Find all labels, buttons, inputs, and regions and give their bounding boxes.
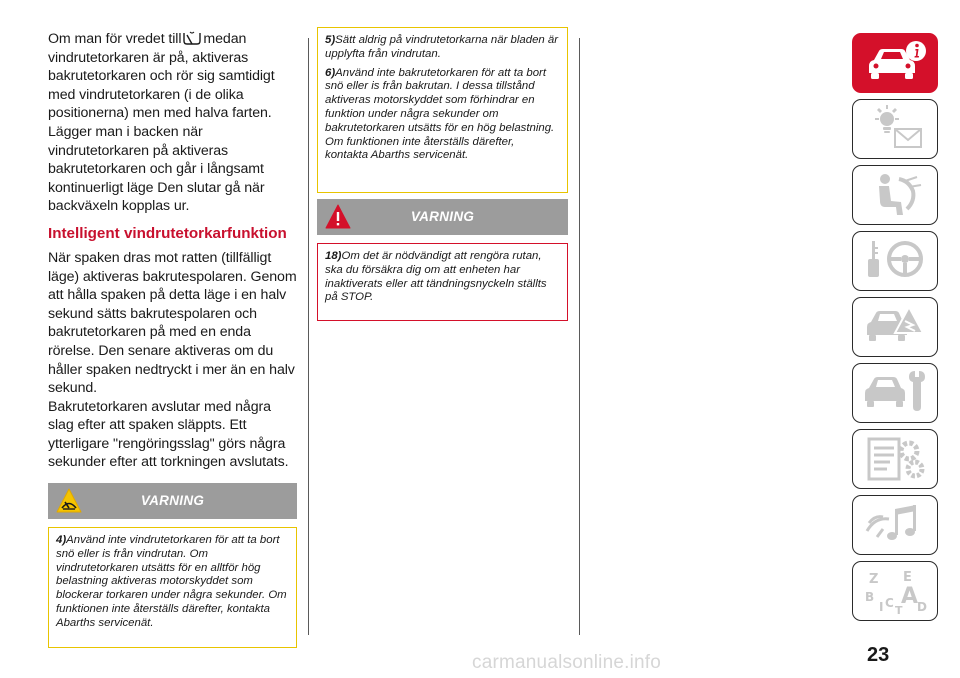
note-number: 4)	[56, 534, 67, 546]
tab-safety[interactable]	[852, 165, 938, 225]
seat-airbag-icon	[863, 171, 929, 219]
tab-index[interactable]	[852, 561, 938, 621]
svg-text:Z: Z	[869, 572, 879, 587]
note-6: 6)Använd inte bakrutetorkaren för att ta bort snö eller is från bakrutan. I dessa tillstånd aktiveras motorskyddet som förhindrar en funktion under några sekunder om bakrutetorkaren utsätts för en hög belastning. Om funktionen inte återställs därefter, kontakta Abarths servicenät.	[325, 66, 555, 162]
note-number: 18)	[325, 250, 342, 262]
watermark: carmanualsonline.info	[472, 652, 662, 673]
tab-technical-specifications[interactable]	[852, 429, 938, 489]
tab-multimedia[interactable]	[852, 495, 938, 555]
paragraph-rear-wiper: Om man för vredet till medan vindrutetorkaren är på, aktiveras bakrutetorkaren och rör sig samtidigt med vindrutetorkaren (i de olika positionerna) men med halva farten. Lägger man i backen när vindrutetorkaren på aktiveras bakrutetorkaren och går i långsamt kontinuerligt läge Den slutar gå när backväxeln kopplas ur.	[48, 31, 275, 215]
tab-in-an-emergency[interactable]	[852, 297, 938, 357]
warning-header-middle	[317, 199, 568, 235]
note-18: 18)Om det är nödvändigt att rengöra rutan, ska du försäkra dig om att enheten har inaktiverats eller att tändningsnyckeln ställts på STOP.	[325, 250, 547, 304]
car-info-icon	[863, 39, 929, 87]
tab-starting-driving[interactable]	[852, 231, 938, 291]
warning-title: VARNING	[410, 209, 475, 224]
svg-text:E: E	[903, 570, 912, 585]
warning-lights-icon	[863, 105, 929, 153]
alphabetical-index-icon	[863, 567, 929, 615]
rear-wiper-symbol-icon	[182, 31, 202, 46]
specifications-gears-icon	[863, 435, 929, 483]
car-wrench-icon	[863, 369, 929, 417]
multimedia-music-icon	[863, 501, 929, 549]
warning-title: VARNING	[140, 493, 205, 508]
car-crash-icon	[863, 303, 929, 351]
paragraph-rear-washer: När spaken dras mot ratten (tillfälligt läge) aktiveras bakrutespolaren. Genom att hålla spaken på detta läge i en halv sekund sätts bakrutespolaren och bakrutetorkaren på med en enda rörelse. Den senare aktiveras om du håller spaken nedtryckt i mer än en halv sekund.	[48, 249, 297, 397]
column-divider	[308, 38, 309, 635]
note-box-4	[48, 527, 297, 648]
section-heading: Intelligent vindrutetorkarfunktion	[48, 224, 287, 242]
note-5: 5)Sätt aldrig på vindrutetorkarna när bladen är upplyfta från vindrutan.	[325, 34, 559, 60]
page-number: 23	[867, 644, 890, 666]
note-number: 6)	[325, 66, 336, 79]
svg-text:I: I	[879, 600, 884, 614]
tab-servicing-maintenance[interactable]	[852, 363, 938, 423]
svg-text:D: D	[917, 600, 927, 614]
note-box-18	[317, 243, 568, 321]
column-divider	[579, 38, 580, 635]
note-4: 4)Använd inte vindrutetorkaren för att ta bort snö eller is från vindrutan. Om vindrutetorkaren utsätts för en alltför hög belastning aktiveras motorskyddet som blockerar torkaren under några sekunder. Om funktionen inte återställs därefter, kontakta Abarths servicenät.	[56, 534, 287, 629]
paragraph-cleaning-stroke: Bakrutetorkaren avslutar med några slag efter att spaken släppts. Ett ytterligare "rengöringsslag" görs några sekunder efter att torkningen avslutats.	[48, 398, 289, 471]
warning-header-left	[48, 483, 297, 519]
note-box-5-6	[317, 27, 568, 193]
left-column	[48, 30, 300, 472]
svg-text:B: B	[865, 590, 875, 604]
tab-knowing-your-car[interactable]	[852, 33, 938, 93]
svg-text:C: C	[885, 596, 894, 610]
key-steering-wheel-icon	[863, 237, 929, 285]
svg-text:A: A	[901, 584, 919, 609]
tab-dashboard-warning-lights[interactable]	[852, 99, 938, 159]
note-number: 5)	[325, 34, 336, 46]
svg-text:T: T	[895, 604, 903, 615]
